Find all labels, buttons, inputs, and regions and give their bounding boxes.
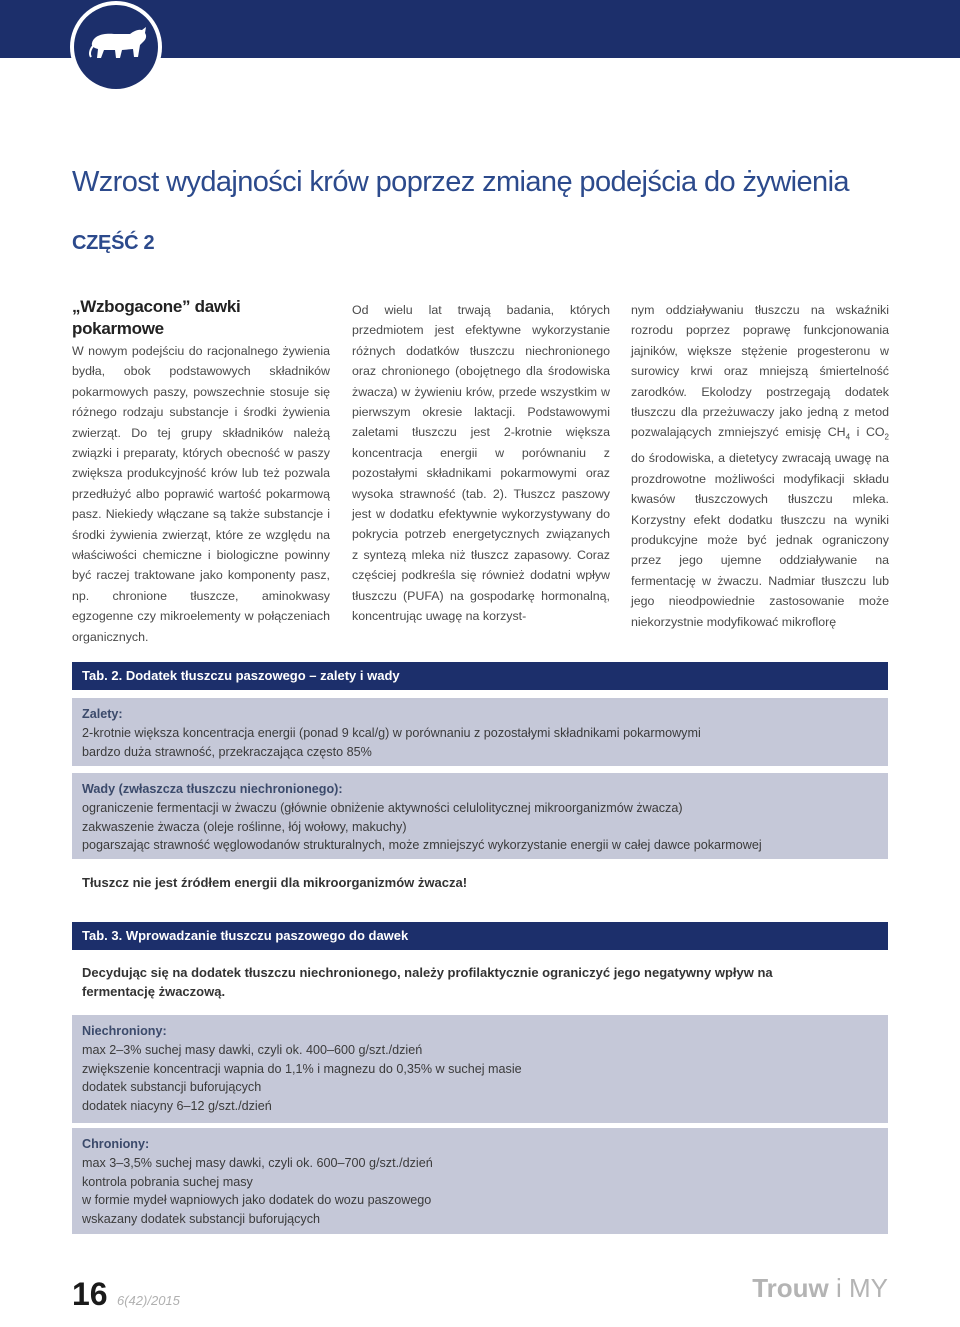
tab2-pros-box — [72, 698, 888, 766]
unprotected-label: Niechroniony: — [82, 1024, 167, 1038]
protected-item: w formie mydeł wapniowych jako dodatek do wozu paszowego — [82, 1193, 432, 1208]
section-subhead: „Wzbogacone” dawki pokarmowe — [72, 297, 241, 338]
protected-label: Chroniony: — [82, 1137, 150, 1151]
article-column-3 — [631, 300, 889, 632]
page-title: Wzrost wydajności krów poprzez zmianę podejścia do żywienia — [72, 166, 849, 198]
page-number: 16 — [72, 1276, 108, 1312]
tab3-protected-box — [72, 1128, 888, 1234]
article-column-1 — [72, 296, 330, 647]
unprotected-item: zwiększenie koncentracji wapnia do 1,1% i magnezu do 0,35% w suchej masie — [82, 1061, 522, 1076]
cow-icon — [74, 5, 158, 89]
tab3-unprotected-box — [72, 1015, 888, 1123]
unprotected-item: dodatek substancji buforujących — [82, 1080, 262, 1095]
tab2-note: Tłuszcz nie jest źródłem energii dla mikroorganizmów żwacza! — [82, 875, 468, 890]
tab3-intro: Decydując się na dodatek tłuszczu niechronionego, należy profilaktycznie ograniczyć jego negatywny wpływ na fermentację żwaczową. — [82, 965, 773, 999]
pros-item: 2-krotnie większa koncentracja energii (ponad 9 kcal/g) w porównaniu z pozostałymi składnikami pokarmowymi — [82, 725, 701, 740]
column-text: Od wielu lat trwają badania, których przedmiotem jest efektywne wykorzystanie różnych dodatków tłuszczu niechronionego oraz chronionego (obojętnego dla środowiska żwacza) w żywieniu krów, przede wszystkim w pierwszym okresie laktacji. Podstawowymi zaletami tłuszczu jest 2-krotnie większa koncentracja energii w porównaniu z pozostałymi składnikami pokarmowymi oraz wysoka strawność (tab. 2). Tłuszcz paszowy jest w dodatku efektywnie wykorzystywany do pokrycia potrzeb energetycznych związanych z syntezą mleka niż tłuszcz zapasowy. Coraz częściej podkreśla się również dodatni wpływ tłuszczu (PUFA) na gospodarkę hormonalną, koncentrując uwagę na korzyst- — [352, 303, 610, 624]
tab2-heading: Tab. 2. Dodatek tłuszczu paszowego – zalety i wady — [72, 662, 888, 690]
tab3-heading: Tab. 3. Wprowadzanie tłuszczu paszowego do dawek — [72, 922, 888, 950]
cons-item: zakwaszenie żwacza (oleje roślinne, łój wołowy, makuchy) — [82, 819, 407, 834]
cons-item: ograniczenie fermentacji w żwaczu (głównie obniżenie aktywności celulolitycznej mikroorganizmów żwacza) — [82, 800, 683, 815]
tab2-cons-box — [72, 773, 888, 859]
article-column-2 — [352, 300, 610, 627]
issue-label: 6(42)/2015 — [117, 1293, 180, 1308]
pros-label: Zalety: — [82, 707, 123, 721]
unprotected-item: max 2–3% suchej masy dawki, czyli ok. 400–600 g/szt./dzień — [82, 1042, 423, 1057]
unprotected-item: dodatek niacyny 6–12 g/szt./dzień — [82, 1099, 272, 1114]
cons-item: pogarszając strawność węglowodanów strukturalnych, może zmniejszyć wykorzystanie energii w całej dawce pokarmowej — [82, 838, 762, 853]
cow-logo — [74, 5, 158, 89]
pros-item: bardzo duża strawność, przekraczająca często 85% — [82, 744, 372, 759]
column-text: W nowym podejściu do racjonalnego żywienia bydła, obok podstawowych składników pokarmowych paszy, powszechnie stosuje się różnego rodzaju substancje i środki żywienia zwierząt. Do tej grupy składników należą związki i preparaty, których obecność w paszy zwiększa produkcyjność krów lub też pozwala przedłużyć albo poprawić wartość pokarmową pasz. Niekiedy włączane są także substancje i środki żywienia zwierząt, które ze względu na właściwości chemiczne i biologiczne powinny być raczej traktowane jako komponenty pasz, np. chronione tłuszcze, aminokwasy egzogenne czy mikroelementy w połączeniach organicznych. — [72, 344, 330, 644]
protected-item: max 3–3,5% suchej masy dawki, czyli ok. 600–700 g/szt./dzień — [82, 1155, 433, 1170]
cons-label: Wady (zwłaszcza tłuszczu niechronionego): — [82, 782, 343, 796]
column-text: nym oddziaływaniu tłuszczu na wskaźniki rozrodu poprzez poprawę funkcjonowania jajników, większe stężenie progesteronu w surowicy krwi oraz mniejszą śmiertelność zarodków. Ekolodzy postrzegają dodatek tłuszczu dla przeżuwaczy jako jedną z metod pozwalających zmniejszyć emisję $CH_4$ i $CO_2$ do środowiska, a dietetycy zwracają uwagę na prozdrowotne możliwości modyfikacji składu kwasów tłuszczowych tłuszczu mleka. Korzystny efekt dodatku tłuszczu na wyniki produkcyjne może być jednak ograniczony przez jego ujemne oddziaływanie na fermentację w żwaczu. Nadmiar tłuszczu lub jego nieodpowiednie zastosowanie może niekorzystnie modyfikować mikroflorę — [631, 303, 889, 629]
brand-logo: Trouw i MY — [752, 1273, 888, 1303]
protected-item: kontrola pobrania suchej masy — [82, 1174, 253, 1189]
protected-item: wskazany dodatek substancji buforujących — [82, 1212, 321, 1227]
part-label: CZĘŚĆ 2 — [72, 232, 155, 254]
